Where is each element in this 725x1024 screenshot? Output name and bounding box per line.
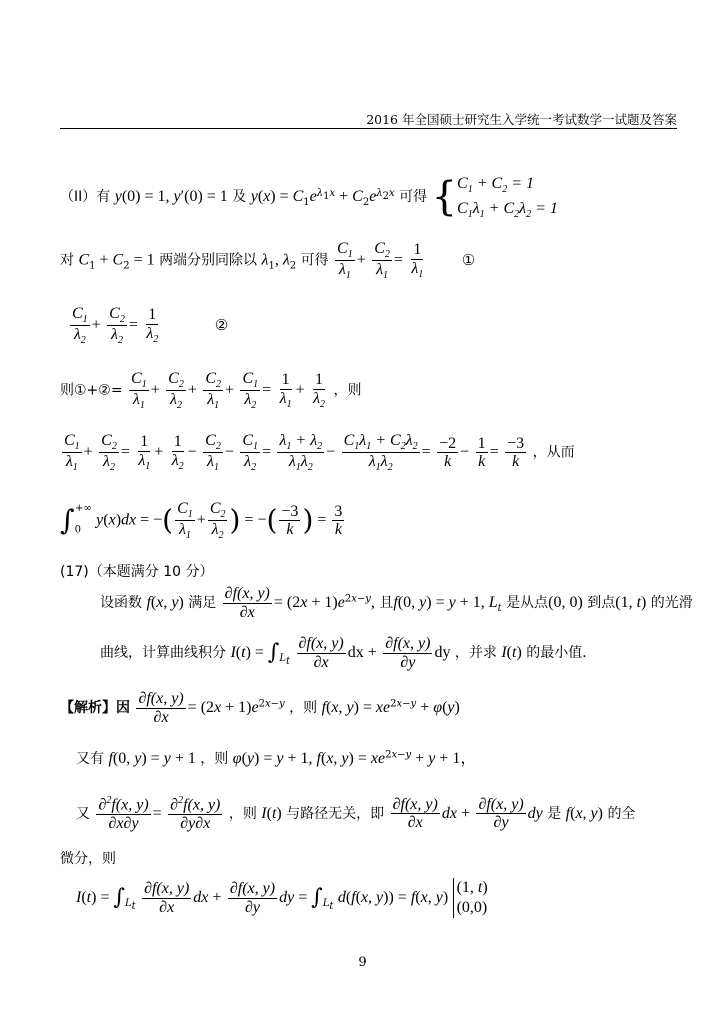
solution-line2: 又有 f(0, y) = y + 1 ，则 φ(y) = y + 1, f(x, $y) = xe^{2x-y} + y + 1$， (76, 749, 477, 767)
solution-line4: 微分，则 (60, 851, 116, 867)
solution-line5: $I(t) = \int_{L_t}$ $\frac{\partial f(x, y)}{\partial x}$ dx + $\frac{\partial f(x, y)}{\partial y}$ dy = $\int_{L_t}$ d(f(x, y)) = f(x, y) (1, t) (0,0) (76, 879, 488, 916)
problem-17-line2: 曲线，计算曲线积分 $I(t) = \int_{L_t}$ $\frac{\partial f(x, y)}{\partial x}$ dx + $\frac{\partial f(x, y)}{\partial y}$ dy ，并求 I(t) 的最小值. (100, 635, 587, 671)
part2-line: （II）有 y(0) = 1, y′(0) = 1 及 $y(x) = C_1e^{\lambda_1x} + C_2e^{\lambda_2x}$ 可得 { $C_1 + C_2 = 1$ $C_1\lambda_1 + C_2\lambda_2 = 1$ (60, 174, 558, 221)
thus-line: $\frac{C_1}{\lambda_1}$ + $\frac{C_2}{\lambda_2}$ = $\frac{1}{\lambda_1}$ + $\frac{1}{\lambda_2}$ − $\frac{C_2}{\lambda_1}$ − $\frac{C_1}{\lambda_2}$ = $\frac{\lambda_1 + \lambda_2}{\lambda_1\lambda_2}$ − $\frac{C_1\lambda_1 + C_2\lambda_2}{\lambda_1\lambda_2}$ = $\frac{-2}{k}$ − $\frac{1}{k}$ = $\frac{-3}{k}$ ，从而 (64, 432, 575, 474)
marker-1: ① (461, 250, 476, 269)
problem-17-line1: 设函数 f(x, y) 满足 $\frac{\partial f(x, y)}{\partial x}$ = $(2x + 1)e^{2x-y}$, 且f(0, y) = y + 1, $L_t$ 是从点(0, 0) 到点(1, t) 的光滑 (100, 585, 693, 621)
solution-line1: 【解析】因 $\frac{\partial f(x, y)}{\partial x}$ = $(2x + 1)e^{2x-y}$ ，则 f(x, $y) = xe^{2x-y} + \varphi(y)$ (60, 690, 460, 726)
solution-line3: 又 $\frac{\partial^2f(x, y)}{\partial x\partial y}$ = $\frac{\partial^2f(x, y)}{\partial y\partial x}$ ，则 I(t) 与路径无关，即 $\frac{\partial f(x, y)}{\partial x}$ dx + $\frac{\partial f(x, y)}{\partial y}$ dy 是 f(x, y) 的全 (76, 795, 636, 832)
header-rule (60, 128, 677, 129)
divide-line: 对 $C_1 + C_2 = 1$ 两端分别同除以 $\lambda_1$, $\lambda_2$ 可得 $\frac{C_1}{\lambda_1}$ + $\frac{C_2}{\lambda_1}$ = $\frac{1}{\lambda_1}$ ① (60, 240, 476, 282)
page-header: 2016 年全国硕士研究生入学统一考试数学一试题及答案 (366, 112, 677, 127)
integral-line: $\int_0^{+\infty}$ y(x)dx = −( $\frac{C_1}{\lambda_1}$ + $\frac{C_2}{\lambda_2}$ ) = −( $\frac{-3}{k}$ ) = $\frac{3}{k}$ (60, 500, 343, 542)
part2-get: 可得 (399, 189, 428, 206)
part2-label: （II）有 (60, 189, 111, 206)
part2-and: 及 (232, 189, 247, 206)
problem-17-title: (17)（本题满分 10 分） (60, 564, 214, 580)
sum-line: 则①+②= $\frac{C_1}{\lambda_1}$ + $\frac{C_2}{\lambda_2}$ + $\frac{C_2}{\lambda_1}$ + $\frac{C_1}{\lambda_2}$ = $\frac{1}{\lambda_1}$ + $\frac{1}{\lambda_2}$ ，则 (60, 370, 362, 412)
marker-2: ② (214, 315, 229, 334)
divide-line-2: $\frac{C_1}{\lambda_2}$ + $\frac{C_2}{\lambda_2}$ = $\frac{1}{\lambda_2}$ ② (72, 305, 229, 347)
page-number: 9 (358, 955, 367, 970)
solution-label: 【解析】因 (60, 700, 130, 717)
